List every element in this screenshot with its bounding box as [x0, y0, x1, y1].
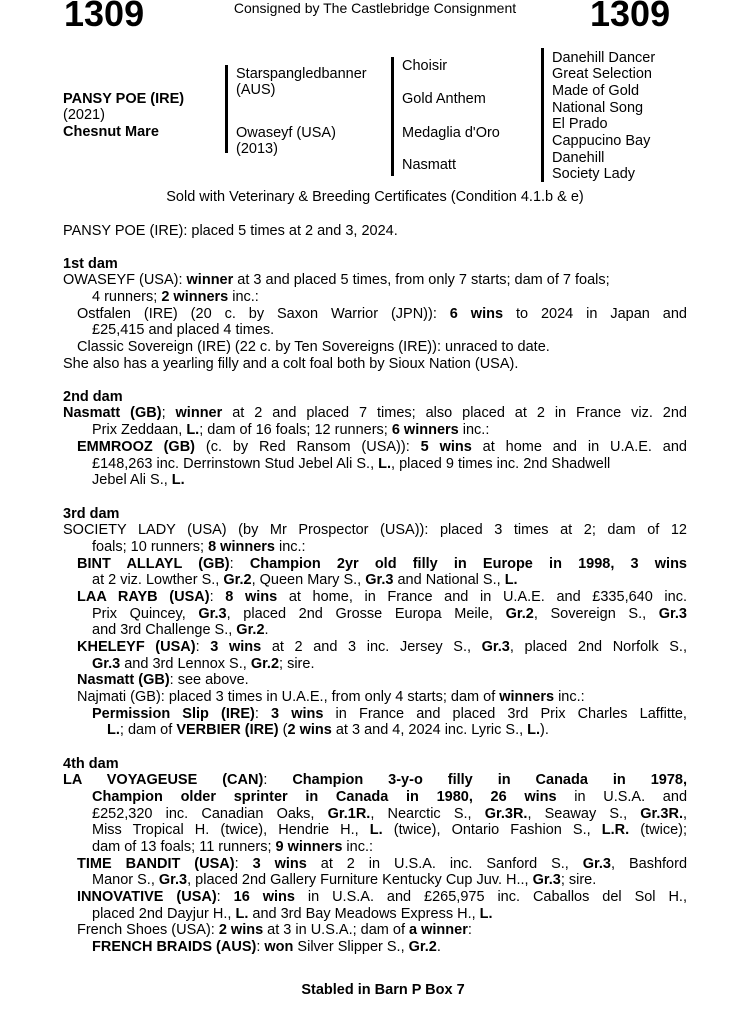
- lot-number-right: 1309: [590, 0, 671, 34]
- grandparent: Gold Anthem: [402, 91, 486, 107]
- horse-year: (2021): [63, 107, 105, 123]
- dam-line: LAA RAYB (USA): 8 wins at home, in France and in U.A.E. and £335,640 inc.: [77, 589, 687, 605]
- dam-line: £25,415 and placed 4 times.: [92, 322, 275, 338]
- dam-line: Jebel Ali S., L.: [92, 472, 185, 488]
- consignor: Consigned by The Castlebridge Consignment: [233, 0, 517, 16]
- section-heading-4th-dam: 4th dam: [63, 756, 119, 772]
- dam-line: at 2 viz. Lowther S., Gr.2, Queen Mary S., Gr.3 and National S., L.: [92, 572, 518, 588]
- dam-line: and 3rd Challenge S., Gr.2.: [92, 622, 269, 638]
- dam-name: Owaseyf (USA): [236, 125, 336, 141]
- sire-country: (AUS): [236, 82, 276, 98]
- great-grandparent: Great Selection: [552, 66, 652, 82]
- dam-line: Classic Sovereign (IRE) (22 c. by Ten Sovereigns (IRE)): unraced to date.: [77, 339, 550, 355]
- horse-name: PANSY POE (IRE): [63, 91, 185, 107]
- grandparent: Choisir: [402, 58, 448, 74]
- dam-line: Permission Slip (IRE): 3 wins in France and placed 3rd Prix Charles Laffitte,: [92, 706, 687, 722]
- dam-year: (2013): [236, 141, 278, 157]
- dam-line: INNOVATIVE (USA): 16 wins in U.S.A. and £265,975 inc. Caballos del Sol H.,: [77, 889, 687, 905]
- great-grandparent: Danehill Dancer: [552, 50, 656, 66]
- dam-line: TIME BANDIT (USA): 3 wins at 2 in U.S.A. inc. Sanford S., Gr.3, Bashford: [77, 856, 688, 872]
- dam-line: Champion older sprinter in Canada in 1980, 26 wins in U.S.A. and: [92, 789, 688, 805]
- stabling-note: Stabled in Barn P Box 7: [301, 982, 465, 998]
- dam-line: She also has a yearling filly and a colt foal both by Sioux Nation (USA).: [63, 356, 519, 372]
- dam-line: Nasmatt (GB); winner at 2 and placed 7 times; also placed at 2 in France viz. 2nd: [63, 405, 687, 421]
- dam-line: LA VOYAGEUSE (CAN): Champion 3-y-o filly in Canada in 1978,: [63, 772, 687, 788]
- dam-line: Manor S., Gr.3, placed 2nd Gallery Furniture Kentucky Cup Juv. H.., Gr.3; sire.: [92, 872, 597, 888]
- dam-line: dam of 13 foals; 11 runners; 9 winners inc.:: [92, 839, 374, 855]
- dam-line: Najmati (GB): placed 3 times in U.A.E., from only 4 starts; dam of winners inc.:: [77, 689, 585, 705]
- section-heading-3rd-dam: 3rd dam: [63, 506, 120, 522]
- pedigree-bar-2: [391, 57, 394, 176]
- dam-line: French Shoes (USA): 2 wins at 3 in U.S.A.; dam of a winner:: [77, 922, 472, 938]
- dam-line: foals; 10 runners; 8 winners inc.:: [92, 539, 306, 555]
- pedigree-bar-3: [541, 48, 544, 182]
- great-grandparent: Society Lady: [552, 166, 636, 182]
- dam-line: Nasmatt (GB): see above.: [77, 672, 249, 688]
- dam-line: £252,320 inc. Canadian Oaks, Gr.1R., Nearctic S., Gr.3R., Seaway S., Gr.3R.,: [92, 806, 688, 822]
- section-heading-2nd-dam: 2nd dam: [63, 389, 123, 405]
- dam-line: KHELEYF (USA): 3 wins at 2 and 3 inc. Jersey S., Gr.3, placed 2nd Norfolk S.,: [77, 639, 687, 655]
- horse-sex: Chesnut Mare: [63, 124, 159, 140]
- dam-line: FRENCH BRAIDS (AUS): won Silver Slipper S., Gr.2.: [92, 939, 441, 955]
- great-grandparent: Cappucino Bay: [552, 133, 651, 149]
- dam-line: Ostfalen (IRE) (20 c. by Saxon Warrior (JPN)): 6 wins to 2024 in Japan and: [77, 306, 687, 322]
- dam-line: OWASEYF (USA): winner at 3 and placed 5 times, from only 7 starts; dam of 7 foals;: [63, 272, 610, 288]
- section-heading-1st-dam: 1st dam: [63, 256, 118, 272]
- sire-name: Starspangledbanner: [236, 66, 367, 82]
- great-grandparent: Made of Gold: [552, 83, 640, 99]
- dam-line: Prix Quincey, Gr.3, placed 2nd Grosse Europa Meile, Gr.2, Sovereign S., Gr.3: [92, 606, 687, 622]
- great-grandparent: El Prado: [552, 116, 608, 132]
- great-grandparent: National Song: [552, 100, 644, 116]
- pedigree-bar-1: [225, 65, 228, 153]
- summary: PANSY POE (IRE): placed 5 times at 2 and 3, 2024.: [63, 223, 398, 239]
- dam-line: Miss Tropical H. (twice), Hendrie H., L. (twice), Ontario Fashion S., L.R. (twice);: [92, 822, 688, 838]
- dam-line: SOCIETY LADY (USA) (by Mr Prospector (USA)): placed 3 times at 2; dam of 12: [63, 522, 687, 538]
- great-grandparent: Danehill: [552, 150, 605, 166]
- dam-line: Prix Zeddaan, L.; dam of 16 foals; 12 runners; 6 winners inc.:: [92, 422, 490, 438]
- dam-line: placed 2nd Dayjur H., L. and 3rd Bay Meadows Express H., L.: [92, 906, 493, 922]
- dam-line: Gr.3 and 3rd Lennox S., Gr.2; sire.: [92, 656, 315, 672]
- dam-line: 4 runners; 2 winners inc.:: [92, 289, 259, 305]
- dam-line: BINT ALLAYL (GB): Champion 2yr old filly in Europe in 1998, 3 wins: [77, 556, 687, 572]
- sold-note: Sold with Veterinary & Breeding Certificates (Condition 4.1.b & e): [166, 189, 584, 205]
- lot-number-left: 1309: [64, 0, 145, 34]
- grandparent: Nasmatt: [402, 157, 456, 173]
- dam-line: L.; dam of VERBIER (IRE) (2 wins at 3 and 4, 2024 inc. Lyric S., L.).: [107, 722, 549, 738]
- dam-line: EMMROOZ (GB) (c. by Red Ransom (USA)): 5 wins at home and in U.A.E. and: [77, 439, 687, 455]
- grandparent: Medaglia d'Oro: [402, 125, 500, 141]
- dam-line: £148,263 inc. Derrinstown Stud Jebel Ali S., L., placed 9 times inc. 2nd Shadwell: [92, 456, 611, 472]
